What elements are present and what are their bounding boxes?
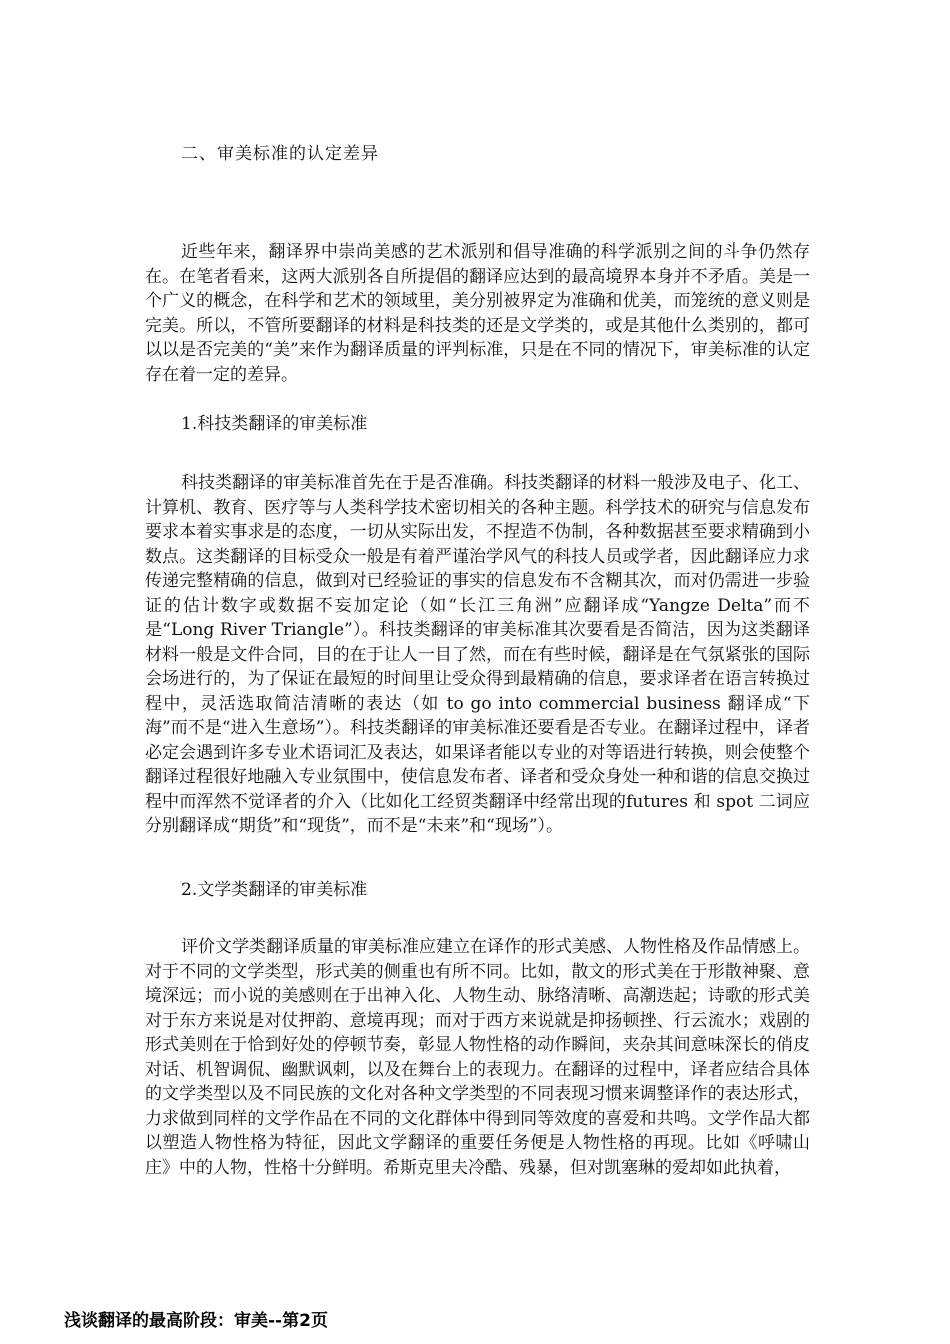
section-heading: 二、审美标准的认定差异 [181,144,379,164]
page-footer-caption: 浅谈翻译的最高阶段：审美--第2页 [64,1311,328,1331]
intro-paragraph: 近些年来，翻译界中崇尚美感的艺术派别和倡导准确的科学派别之间的斗争仍然存在。在笔者看来，这两大派别各自所提倡的翻译应达到的最高境界本身并不矛盾。美是一个广义的概念，在科学和艺术的领域里，美分别被界定为准确和优美，而笼统的意义则是完美。所以，不管所要翻译的材料是科技类的还是文学类的，或是其他什么类别的，都可以以是否完美的“美”来作为翻译质量的评判标准，只是在不同的情况下，审美标准的认定存在着一定的差异。 [145,242,810,385]
subsection-paragraph-literature: 评价文学类翻译质量的审美标准应建立在译作的形式美感、人物性格及作品情感上。对于不同的文学类型，形式美的侧重也有所不同。比如，散文的形式美在于形散神聚、意境深远；而小说的美感则在于出神入化、人物生动、脉络清晰、高潮迭起；诗歌的形式美对于东方来说是对仗押韵、意境再现；而对于西方来说就是抑扬顿挫、行云流水；戏剧的形式美则在于恰到好处的停顿节奏，彰显人物性格的动作瞬间，夹杂其间意味深长的俏皮对话、机智调侃、幽默讽刺，以及在舞台上的表现力。在翻译的过程中，译者应结合具体的文学类型以及不同民族的文化对各种文学类型的不同表现习惯来调整译作的表达形式，力求做到同样的文学作品在不同的文化群体中得到同等效度的喜爱和共鸣。文学作品大都以塑造人物性格为特征，因此文学翻译的重要任务便是人物性格的再现。比如《呼啸山庄》中的人物，性格十分鲜明。希斯克里夫冷酷、残暴，但对凯塞琳的爱却如此执着， [145,937,810,1178]
subsection-heading-literature: 2.文学类翻译的审美标准 [181,880,368,900]
subsection-heading-science: 1.科技类翻译的审美标准 [181,414,368,434]
subsection-paragraph-science: 科技类翻译的审美标准首先在于是否准确。科技类翻译的材料一般涉及电子、化工、计算机、教育、医疗等与人类科学技术密切相关的各种主题。科学技术的研究与信息发布要求本着实事求是的态度，一切从实际出发，不捏造不伪制，各种数据甚至要求精确到小数点。这类翻译的目标受众一般是有着严谨治学风气的科技人员或学者，因此翻译应力求传递完整精确的信息，做到对已经验证的事实的信息发布不含糊其次，而对仍需进一步验证的估计数字或数据不妄加定论（如“长江三角洲”应翻译成“Yangze Delta”而不是“Long River Triangle”）。科技类翻译的审美标准其次要看是否简洁，因为这类翻译材料一般是文件合同，目的在于让人一目了然，而在有些时候，翻译是在气氛紧张的国际会场进行的，为了保证在最短的时间里让受众得到最精确的信息，要求译者在语言转换过程中，灵活选取简洁清晰的表达（如 to go into commercial business 翻译成“下海”而不是“进入生意场”）。科技类翻译的审美标准还要看是否专业。在翻译过程中，译者必定会遇到许多专业术语词汇及表达，如果译者能以专业的对等语进行转换，则会使整个翻译过程很好地融入专业氛围中，使信息发布者、译者和受众身处一种和谐的信息交换过程中而浑然不觉译者的介入（比如化工经贸类翻译中经常出现的futures 和 spot 二词应分别翻译成“期货”和“现货”，而不是“未来”和“现场”）。 [145,473,810,836]
